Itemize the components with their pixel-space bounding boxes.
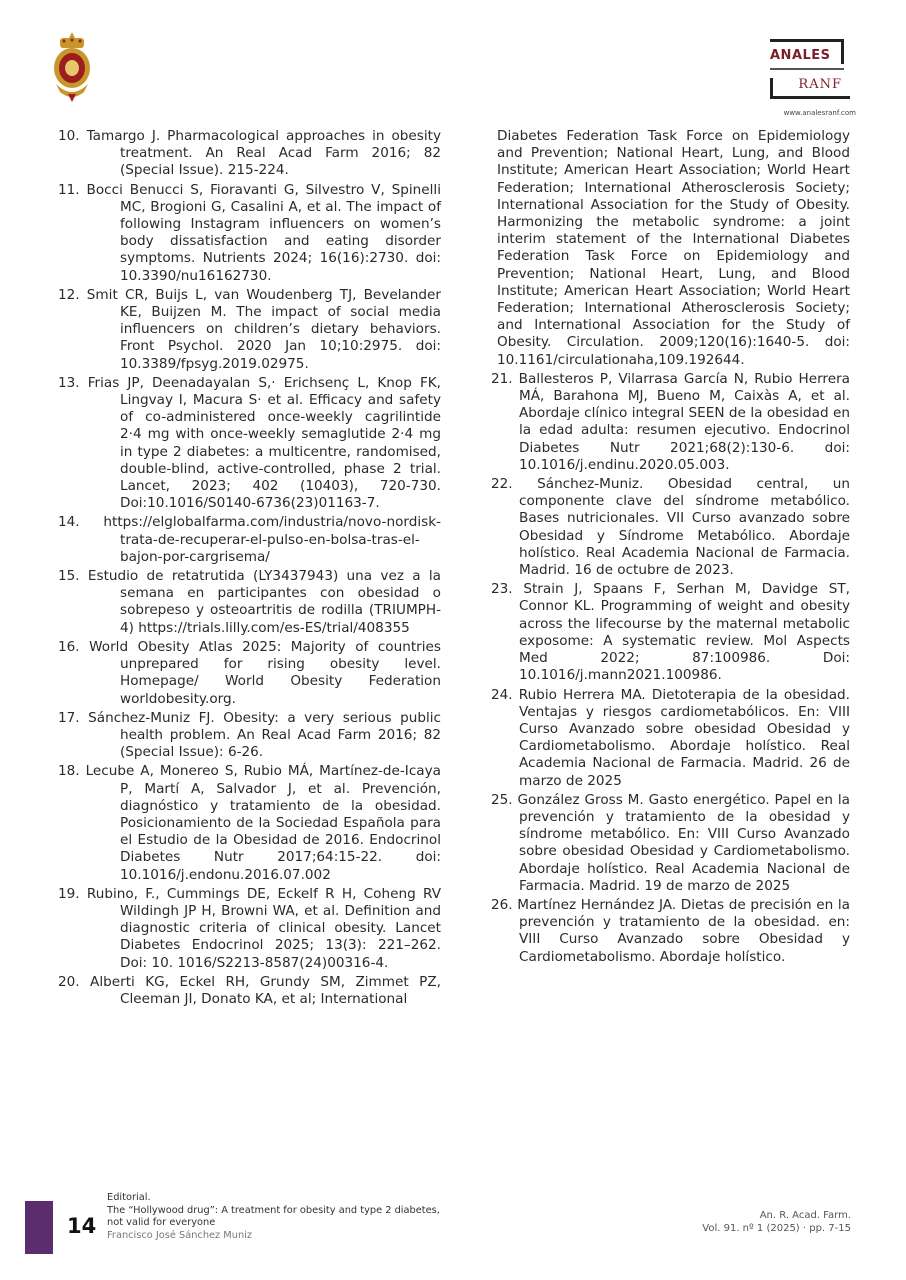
reference-18: 18. Lecube A, Monereo S, Rubio MÁ, Martínez-de-Icaya P, Martí A, Salvador J, et al. Prevención, diagnóstico y tratamiento de la obesidad. Posicionamiento de la Sociedad Española para el Estudio de la Obesidad de 2016. Endocrinol Diabetes Nutr 2017;64:15-22. doi: 10.1016/j.endonu.2016.07.002 — [58, 763, 441, 883]
page-number: 14 — [67, 1214, 97, 1238]
footer-section: Editorial. — [107, 1192, 151, 1203]
reference-22: 22. Sánchez-Muniz. Obesidad central, un componente clave del síndrome metabólico. Bases nutricionales. VII Curso avanzado sobre Obesidad y Síndrome Metabólico. Abordaje holístico. Real Academia Nacional de Farmacia. Madrid. 16 de octubre de 2023. — [491, 476, 850, 579]
reference-25: 25. González Gross M. Gasto energético. Papel en la prevención y tratamiento de la obesidad y síndrome metabólico. En: VIII Curso Avanzado sobre obesidad Obesidad y Cardiometabolismo. Abordaje holístico. Real Academia Nacional de Farmacia. Madrid. 19 de marzo de 2025 — [491, 791, 850, 894]
reference-19: 19. Rubino, F., Cummings DE, Eckelf R H, Coheng RV Wildingh JP H, Browni WA, et al. Definition and diagnostic criteria of clinical obesity. Lancet Diabetes Endocrinol 2025; 13(3): 221–262. Doi: 10. 1016/S2213-8587(24)00316-4. — [58, 885, 441, 971]
brand-ranf: RANF — [798, 77, 842, 92]
reference-11: 11. Bocci Benucci S, Fioravanti G, Silvestro V, Spinelli MC, Brogioni G, Casalini A, et al. The impact of following Instagram influencers on women’s body dissatisfaction and eating disorder symptoms. Nutrients 2024; 16(16):2730. doi: 10.3390/nu16162730. — [58, 181, 441, 284]
reference-12: 12. Smit CR, Buijs L, van Woudenberg TJ, Bevelander KE, Buijzen M. The impact of social media influencers on children’s dietary behaviors. Front Psychol. 2020 Jan 10;10:2975. doi: 10.3389/fpsyg.2019.02975. — [58, 286, 441, 372]
reference-14: 14. https://elglobalfarma.com/industria/novo-nordisk-trata-de-recuperar-el-pulso-en-bolsa-tras-el-bajon-por-cargrisema/ — [58, 514, 441, 565]
reference-15: 15. Estudio de retatrutida (LY3437943) una vez a la semana en participantes con obesidad o sobrepeso y osteoartritis de rodilla (TRIUMPH-4) https://trials.lilly.com/es-ES/trial/408355 — [58, 568, 441, 636]
brand-anales: ANALES — [770, 48, 831, 63]
reference-24: 24. Rubio Herrera MA. Dietoterapia de la obesidad. Ventajas y riesgos cardiometabólicos. En: VIII Curso Avanzado sobre obesidad Obesidad y Cardiometabolismo. Abordaje holístico. Real Academia Nacional de Farmacia. Madrid. 26 de marzo de 2025 — [491, 686, 850, 789]
footer-journal-info — [702, 1210, 851, 1235]
footer-article-info — [107, 1192, 447, 1242]
footer-title: The “Hollywood drug”: A treatment for obesity and type 2 diabetes, not valid for everyone — [107, 1204, 440, 1228]
reference-13: 13. Frias JP, Deenadayalan S,· Erichsenç L, Knop FK, Lingvay I, Macura S· et al. Efficacy and safety of co-administered once-weekly cagrilintide 2·4 mg with once-weekly semaglutide 2·4 mg in type 2 diabetes: a multicentre, randomised, double-blind, active-controlled, phase 2 trial. Lancet, 2023; 402 (10403), 720-730. Doi:10.1016/S0140-6736(23)01163-7. — [58, 374, 441, 512]
reference-21: 21. Ballesteros P, Vilarrasa García N, Rubio Herrera MÁ, Barahona MJ, Bueno M, Caixàs A, et al. Abordaje clínico integral SEEN de la obesidad en la edad adulta: resumen ejecutivo. Endocrinol Diabetes Nutr 2021;68(2):130-6. doi: 10.1016/j.endinu.2020.05.003. — [491, 370, 850, 473]
footer-volume: Vol. 91. nº 1 (2025) · pp. 7-15 — [702, 1222, 851, 1234]
reference-20: 20. Alberti KG, Eckel RH, Grundy SM, Zimmet PZ, Cleeman JI, Donato KA, et al; International — [58, 973, 441, 1007]
footer-color-bar — [25, 1201, 53, 1254]
reference-20-continued: Diabetes Federation Task Force on Epidemiology and Prevention; National Heart, Lung, and Blood Institute; American Heart Association; World Heart Federation; International Atherosclerosis Society; International Association for the Study of Obesity. Harmonizing the metabolic syndrome: a joint interim statement of the International Diabetes Federation Task Force on Epidemiology and Prevention; National Heart, Lung, and Blood Institute; American Heart Association; World Heart Federation; International Atherosclerosis Society; and International Association for the Study of Obesity. Circulation. 2009;120(16):1640-5. doi: 10.1161/circulationaha,109.192644. — [497, 128, 850, 368]
journal-brand-logo — [770, 36, 848, 102]
academy-crest-logo — [50, 30, 94, 104]
reference-23: 23. Strain J, Spaans F, Serhan M, Davidge ST, Connor KL. Programming of weight and obesity across the lifecourse by the maternal metabolic exposome: A systematic review. Mol Aspects Med 2022; 87:100986. Doi: 10.1016/j.mann2021.100986. — [491, 581, 850, 684]
references-right-column — [467, 128, 850, 968]
reference-10: 10. Tamargo J. Pharmacological approaches in obesity treatment. An Real Acad Farm 2016; 82 (Special Issue). 215-224. — [58, 128, 441, 179]
footer-author: Francisco José Sánchez Muniz — [107, 1229, 253, 1241]
references-left-column — [58, 128, 441, 1010]
site-url: www.analesranf.com — [783, 109, 856, 117]
reference-26: 26. Martínez Hernández JA. Dietas de precisión en la prevención y tratamiento de la obesidad. en: VIII Curso Avanzado sobre Obesidad y Cardiometabolismo. Abordaje holístico. — [491, 896, 850, 965]
reference-16: 16. World Obesity Atlas 2025: Majority of countries unprepared for rising obesity level. Homepage/ World Obesity Federation worldobesity.org. — [58, 638, 441, 707]
reference-17: 17. Sánchez-Muniz FJ. Obesity: a very serious public health problem. An Real Acad Farm 2016; 82 (Special Issue): 6-26. — [58, 709, 441, 761]
footer-journal: An. R. Acad. Farm. — [759, 1210, 851, 1221]
